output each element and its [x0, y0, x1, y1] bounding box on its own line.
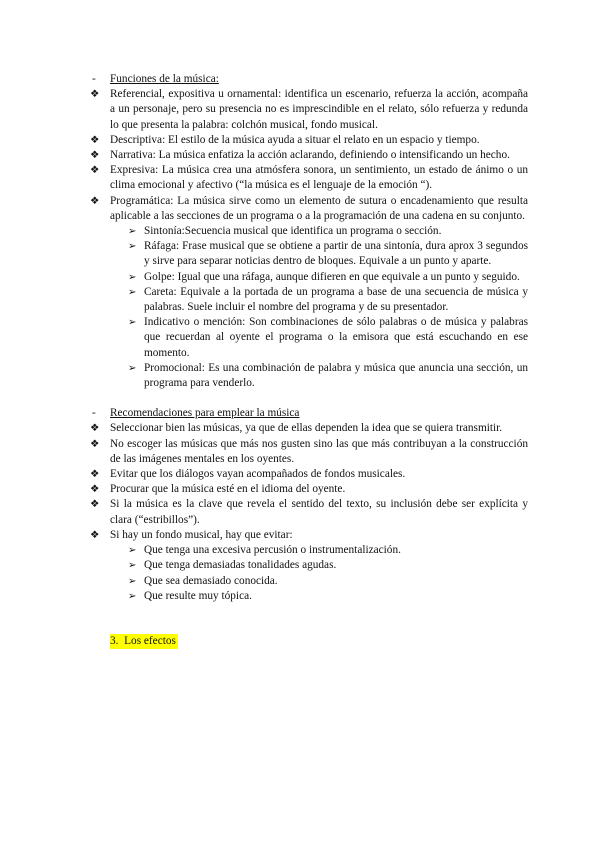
- avoid-text: Que tenga una excesiva percusión o instrumentalización.: [144, 544, 401, 557]
- subitem-text: Promocional: Es una combinación de palabra y música que anuncia una sección, un programa para venderlo.: [144, 361, 528, 390]
- diamond-bullet-icon: ❖: [90, 134, 100, 146]
- diamond-bullet-icon: ❖: [90, 165, 100, 177]
- arrow-bullet-icon: ➢: [128, 226, 137, 238]
- recommendations-heading: Recomendaciones para emplear la música: [110, 407, 300, 420]
- arrow-bullet-icon: ➢: [128, 317, 137, 329]
- subitem-text: Careta: Equivale a la portada de un programa a base de una secuencia de música y palabras. Suele incluir el nombre del programa y de su presentador.: [144, 285, 528, 314]
- functions-heading: Funciones de la música:: [110, 73, 219, 85]
- functions-heading-row: [90, 72, 528, 87]
- diamond-bullet-icon: ❖: [90, 438, 100, 450]
- function-item-narrativa: [90, 148, 528, 163]
- avoid-text: Que tenga demasiadas tonalidades agudas.: [144, 559, 337, 572]
- recommendation-item: [90, 437, 528, 467]
- subitem-rafaga: [90, 239, 528, 269]
- function-item-referencial: [90, 87, 528, 133]
- arrow-bullet-icon: ➢: [128, 362, 137, 374]
- arrow-bullet-icon: ➢: [128, 241, 137, 253]
- arrow-bullet-icon: ➢: [128, 590, 137, 602]
- section-title: Los efectos: [124, 634, 176, 647]
- function-item-expresiva: [90, 163, 528, 193]
- diamond-bullet-icon: ❖: [90, 499, 100, 511]
- avoid-subitem: [90, 543, 528, 558]
- section-number: 3.: [110, 634, 119, 647]
- recommendation-item: [90, 497, 528, 527]
- function-item-text: Referencial, expositiva u ornamental: identifica un escenario, refuerza la acción, acompaña a un personaje, pero su presencia no es imprescindible en el relato, sólo refuerza y redunda lo que presenta la palabra: colchón musical, fondo musical.: [110, 88, 528, 131]
- function-item-text: Expresiva: La música crea una atmósfera sonora, un sentimiento, un estado de ánimo o un clima emocional y afectivo (“la música es el lenguaje de la emoción “).: [110, 164, 528, 192]
- function-item-programatica: [90, 194, 528, 224]
- subitem-promocional: [90, 361, 528, 391]
- subitem-indicativo: [90, 315, 528, 361]
- diamond-bullet-icon: ❖: [90, 195, 100, 207]
- avoid-subitem: [90, 574, 528, 589]
- function-item-descriptiva: [90, 133, 528, 148]
- diamond-bullet-icon: ❖: [90, 469, 100, 481]
- diamond-bullet-icon: ❖: [90, 150, 100, 162]
- function-item-text: Narrativa: La música enfatiza la acción aclarando, definiendo o intensificando un hecho.: [110, 149, 510, 162]
- function-item-text: Programática: La música sirve como un elemento de sutura o encadenamiento que resulta aplicable a las secciones de un programa o a la programación de una cadena en su conjunto.: [110, 194, 528, 222]
- diamond-bullet-icon: ❖: [90, 423, 100, 435]
- diamond-bullet-icon: ❖: [90, 484, 100, 496]
- avoid-subitem: [90, 558, 528, 573]
- recommendation-text: No escoger las músicas que más nos gusten sino las que más contribuyan a la construcción de las imágenes mentales en los oyentes.: [110, 437, 528, 465]
- subitem-text: Indicativo o mención: Son combinaciones de sólo palabras o de música y palabras que recuerdan al oyente el programa o la emisora que está escuchando en ese momento.: [144, 316, 528, 359]
- recommendation-text: Seleccionar bien las músicas, ya que de ellas dependen la idea que se quiera transmitir.: [110, 422, 503, 435]
- avoid-text: Que sea demasiado conocida.: [144, 574, 278, 587]
- recommendation-text: Evitar que los diálogos vayan acompañados de fondos musicales.: [110, 468, 406, 481]
- avoid-text: Que resulte muy tópica.: [144, 589, 252, 602]
- arrow-bullet-icon: ➢: [128, 560, 137, 572]
- arrow-bullet-icon: ➢: [128, 545, 137, 557]
- recommendation-text: Si la música es la clave que revela el sentido del texto, su inclusión debe ser explícita y clara (“estribillos”).: [110, 498, 528, 526]
- recommendation-item: [90, 421, 528, 436]
- subitem-sintonia: [90, 224, 528, 239]
- arrow-bullet-icon: ➢: [128, 286, 137, 298]
- section-3-heading: [90, 634, 528, 649]
- subitem-golpe: [90, 270, 528, 285]
- subitem-text: Ráfaga: Frase musical que se obtiene a partir de una sintonía, dura aprox 3 segundos y sirve para separar noticias dentro de bloques. Equivale a un punto y aparte.: [144, 240, 528, 268]
- highlighted-heading: [110, 634, 178, 649]
- avoid-subitem: [90, 589, 528, 604]
- subitem-careta: [90, 285, 528, 315]
- section-spacer: [90, 604, 528, 634]
- diamond-bullet-icon: ❖: [90, 529, 100, 541]
- recommendation-text: Procurar que la música esté en el idioma del oyente.: [110, 483, 346, 496]
- arrow-bullet-icon: ➢: [128, 271, 137, 283]
- recommendation-item: [90, 467, 528, 482]
- recommendation-text: Si hay un fondo musical, hay que evitar:: [110, 528, 293, 541]
- arrow-bullet-icon: ➢: [128, 575, 137, 587]
- diamond-bullet-icon: ❖: [90, 89, 100, 101]
- subitem-text: Golpe: Igual que una ráfaga, aunque difieren en que equivale a un punto y seguido.: [144, 270, 520, 283]
- recommendations-heading-row: [90, 406, 528, 421]
- subitem-text: Sintonía:Secuencia musical que identifica un programa o sección.: [144, 225, 442, 238]
- dash-marker: -: [92, 73, 96, 85]
- document-body: [90, 72, 528, 649]
- dash-marker: -: [92, 407, 96, 420]
- function-item-text: Descriptiva: El estilo de la música ayuda a situar el relato en un espacio y tiempo.: [110, 133, 480, 146]
- recommendation-item: [90, 482, 528, 497]
- recommendation-item: [90, 528, 528, 543]
- paragraph-spacer: [90, 391, 528, 406]
